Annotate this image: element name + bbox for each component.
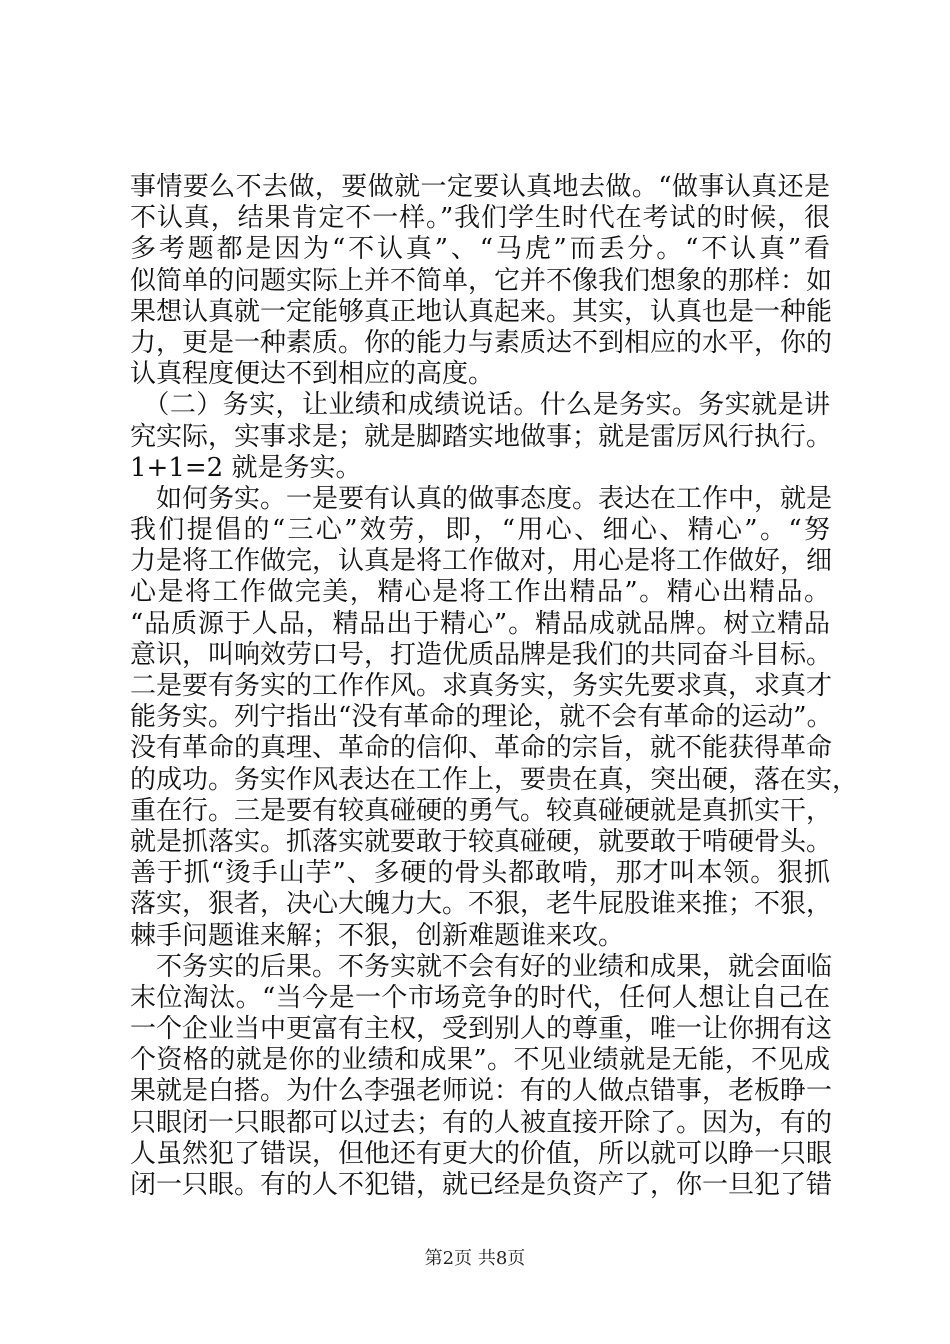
text-line: 意识，叫响效劳口号，打造优质品牌是我们的共同奋斗目标。 bbox=[130, 639, 833, 670]
text-line: 究实际，实事求是；就是脚踏实地做事；就是雷厉风行执行。 bbox=[130, 421, 833, 452]
text-line: 力是将工作做完，认真是将工作做对，用心是将工作做好，细 bbox=[130, 546, 833, 577]
text-line: 善于抓“烫手山芋”、多硬的骨头都敢啃，那才叫本领。狠抓 bbox=[130, 858, 830, 889]
text-line: 心是将工作做完美，精心是将工作出精品”。精心出精品。 bbox=[130, 577, 830, 608]
text-line: 似简单的问题实际上并不简单，它并不像我们想象的那样：如 bbox=[130, 265, 833, 296]
text-line: 认真程度便达不到相应的高度。 bbox=[130, 359, 495, 390]
text-line: 人虽然犯了错误，但他还有更大的价值，所以就可以睁一只眼 bbox=[130, 1138, 833, 1169]
text-line: 我们提倡的“三心”效劳，即，“用心、细心、精心”。“努 bbox=[130, 515, 830, 546]
text-line: 如何务实。一是要有认真的做事态度。表达在工作中，就是 bbox=[130, 483, 833, 514]
text-line: 闭一只眼。有的人不犯错，就已经是负资产了，你一旦犯了错 bbox=[130, 1170, 833, 1200]
text-line: 不务实的后果。不务实就不会有好的业绩和成果，就会面临 bbox=[130, 951, 833, 982]
text-line: 只眼闭一只眼都可以过去；有的人被直接开除了。因为，有的 bbox=[130, 1107, 833, 1138]
text-line: 重在行。三是要有较真碰硬的勇气。较真碰硬就是真抓实干， bbox=[130, 795, 833, 826]
body-text bbox=[130, 172, 859, 1201]
text-line: 果想认真就一定能够真正地认真起来。其实，认真也是一种能 bbox=[130, 296, 833, 327]
text-line: “品质源于人品，精品出于精心”。精品成就品牌。树立精品 bbox=[130, 608, 830, 639]
text-line: 能务实。列宁指出“没有革命的理论，就不会有革命的运动”。 bbox=[130, 702, 833, 733]
text-line: 二是要有务实的工作作风。求真务实，务实先要求真，求真才 bbox=[130, 671, 833, 701]
text-line: 个资格的就是你的业绩和成果”。不见业绩就是无能，不见成 bbox=[130, 1045, 830, 1076]
text-line: 的成功。务实作风表达在工作上，要贵在真，突出硬，落在实， bbox=[130, 764, 859, 795]
text-line: 事情要么不去做，要做就一定要认真地去做。“做事认真还是 bbox=[130, 172, 830, 202]
text-line: 不认真，结果肯定不一样。”我们学生时代在考试的时候，很 bbox=[130, 203, 830, 234]
text-line: 力，更是一种素质。你的能力与素质达不到相应的水平，你的 bbox=[130, 327, 833, 358]
text-line: 就是抓落实。抓落实就要敢于较真碰硬，就要敢于啃硬骨头。 bbox=[130, 826, 833, 857]
text-line: 棘手问题谁来解；不狠，创新难题谁来攻。 bbox=[130, 920, 625, 951]
text-line: 多考题都是因为“不认真”、“马虎”而丢分。“不认真”看 bbox=[130, 234, 830, 265]
text-line: 果就是白搭。为什么李强老师说：有的人做点错事，老板睁一 bbox=[130, 1076, 833, 1107]
text-line: （二）务实，让业绩和成绩说话。什么是务实。务实就是讲 bbox=[130, 390, 830, 421]
text-line: 落实，狠者，决心大魄力大。不狠，老牛屁股谁来推；不狠， bbox=[130, 889, 833, 920]
text-line: 一个企业当中更富有主权，受到别人的尊重，唯一让你拥有这 bbox=[130, 1014, 833, 1045]
text-line: 没有革命的真理、革命的信仰、革命的宗旨，就不能获得革命 bbox=[130, 733, 833, 764]
text-line: 末位淘汰。“当今是一个市场竞争的时代，任何人想让自己在 bbox=[130, 982, 830, 1013]
page-footer: 第2页 共8页 bbox=[424, 1248, 526, 1269]
text-line: 1+1=2 就是务实。 bbox=[130, 452, 362, 483]
